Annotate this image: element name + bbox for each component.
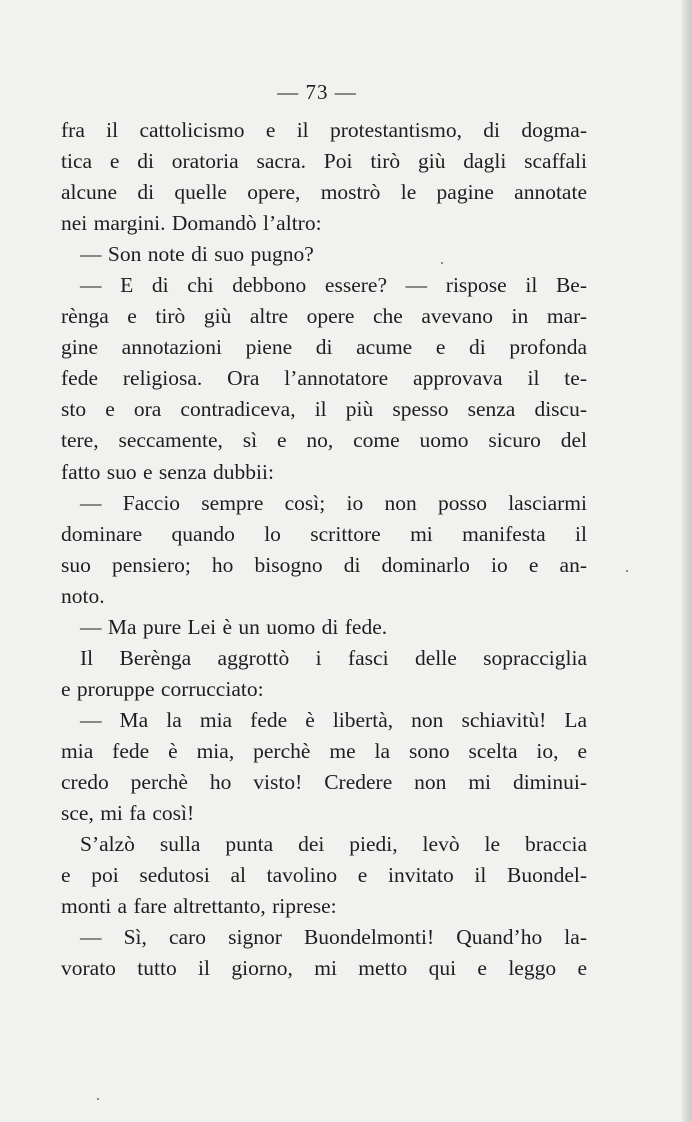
text-line: mia fede è mia, perchè me la sono scelta io, e [61,738,587,763]
text-line: e poi sedutosi al tavolino e invitato il Buondel- [61,863,587,888]
text-line: Il Berènga aggrottò i fasci delle sopracciglia [80,645,587,670]
text-line: tica e di oratoria sacra. Poi tirò giù dagli scaffali [61,149,587,174]
text-line: sto e ora contradiceva, il più spesso senza discu- [61,397,587,422]
text-line: — Ma la mia fede è libertà, non schiavitù! La [80,707,587,732]
scan-speck [97,1098,99,1100]
text-line: — Faccio sempre così; io non posso lasciarmi [80,490,587,515]
text-line: sce, mi fa così! [61,801,195,826]
text-line: rènga e tirò giù altre opere che avevano in mar- [61,304,587,329]
text-line: — Ma pure Lei è un uomo di fede. [80,614,388,639]
text-line: gine annotazioni piene di acume e di profonda [61,335,587,360]
text-line: nei margini. Domandò l’altro: [61,211,322,236]
scan-edge-shadow [682,0,692,1122]
body-text [61,115,587,984]
text-line: dominare quando lo scrittore mi manifesta il [61,521,587,546]
page-number: — 73 — [277,80,357,104]
text-line: S’alzò sulla punta dei piedi, levò le braccia [80,832,587,857]
text-line: monti a fare altrettanto, riprese: [61,894,337,919]
text-line: — Sì, caro signor Buondelmonti! Quand’ho la- [80,925,587,950]
text-line: tere, seccamente, sì e no, come uomo sicuro del [61,428,587,453]
scan-speck [441,262,443,264]
text-line: credo perchè ho visto! Credere non mi diminui- [61,769,587,794]
scan-speck [626,570,628,572]
text-line: suo pensiero; ho bisogno di dominarlo io e an- [61,552,587,577]
text-line: e proruppe corrucciato: [61,676,264,701]
text-line: vorato tutto il giorno, mi metto qui e leggo e [61,956,587,981]
text-line: alcune di quelle opere, mostrò le pagine annotate [61,180,587,205]
text-line: — E di chi debbono essere? — rispose il Be- [80,273,587,298]
text-line: fra il cattolicismo e il protestantismo, di dogma- [61,118,587,142]
text-line: noto. [61,583,105,608]
text-line: fede religiosa. Ora l’annotatore approvava il te- [61,366,587,391]
text-line: — Son note di suo pugno? [80,242,314,267]
text-line: fatto suo e senza dubbii: [61,459,274,484]
